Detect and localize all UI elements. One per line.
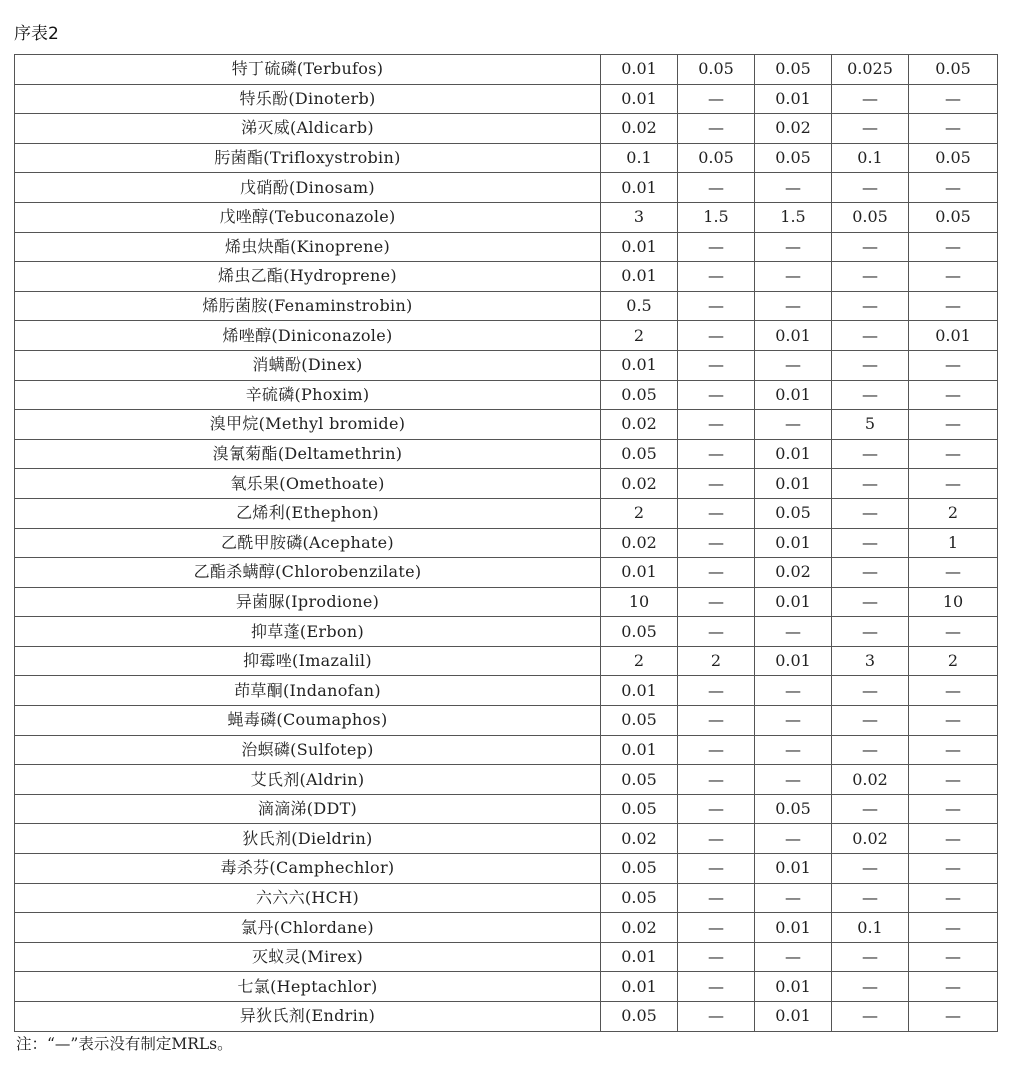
table-caption: 序表2 bbox=[14, 24, 59, 44]
mrl-value-cell: — bbox=[909, 410, 998, 440]
mrl-value-cell: 0.05 bbox=[909, 202, 998, 232]
pesticide-name-cell: 乙酰甲胺磷(Acephate) bbox=[15, 528, 601, 558]
mrl-value-cell: 0.01 bbox=[601, 262, 678, 292]
table-row bbox=[15, 291, 998, 321]
mrl-value-cell: 0.01 bbox=[601, 558, 678, 588]
mrl-value-cell: 0.01 bbox=[755, 469, 832, 499]
mrl-value-cell: — bbox=[909, 794, 998, 824]
table-row bbox=[15, 143, 998, 173]
mrl-value-cell: 0.01 bbox=[601, 232, 678, 262]
mrl-value-cell: 0.05 bbox=[755, 143, 832, 173]
table-row bbox=[15, 913, 998, 943]
table-row bbox=[15, 232, 998, 262]
table-row bbox=[15, 587, 998, 617]
mrl-value-cell: — bbox=[909, 291, 998, 321]
table-row bbox=[15, 380, 998, 410]
table-row bbox=[15, 824, 998, 854]
mrl-value-cell: — bbox=[832, 528, 909, 558]
pesticide-name-cell: 烯唑醇(Diniconazole) bbox=[15, 321, 601, 351]
table-row bbox=[15, 439, 998, 469]
mrl-value-cell: 2 bbox=[601, 321, 678, 351]
pesticide-name-cell: 肟菌酯(Trifloxystrobin) bbox=[15, 143, 601, 173]
mrl-value-cell: 0.02 bbox=[601, 410, 678, 440]
pesticide-name-cell: 治螟磷(Sulfotep) bbox=[15, 735, 601, 765]
mrl-value-cell: — bbox=[755, 262, 832, 292]
mrl-value-cell: 0.05 bbox=[601, 854, 678, 884]
mrl-value-cell: — bbox=[832, 854, 909, 884]
mrl-value-cell: 0.02 bbox=[601, 114, 678, 144]
mrl-value-cell: 0.5 bbox=[601, 291, 678, 321]
table-row bbox=[15, 410, 998, 440]
mrl-value-cell: 0.05 bbox=[601, 617, 678, 647]
table-row bbox=[15, 55, 998, 85]
table-row bbox=[15, 202, 998, 232]
table-row bbox=[15, 498, 998, 528]
mrl-value-cell: 0.05 bbox=[909, 55, 998, 85]
mrl-value-cell: — bbox=[909, 84, 998, 114]
mrl-value-cell: — bbox=[678, 410, 755, 440]
table-row bbox=[15, 1002, 998, 1032]
mrl-value-cell: 0.05 bbox=[832, 202, 909, 232]
pesticide-name-cell: 戊唑醇(Tebuconazole) bbox=[15, 202, 601, 232]
mrl-value-cell: — bbox=[678, 321, 755, 351]
mrl-value-cell: — bbox=[755, 676, 832, 706]
mrl-value-cell: — bbox=[678, 291, 755, 321]
table-row bbox=[15, 854, 998, 884]
mrl-value-cell: — bbox=[678, 854, 755, 884]
table-row bbox=[15, 676, 998, 706]
mrl-value-cell: — bbox=[678, 942, 755, 972]
mrl-value-cell: — bbox=[909, 439, 998, 469]
pesticide-name-cell: 狄氏剂(Dieldrin) bbox=[15, 824, 601, 854]
table-row bbox=[15, 706, 998, 736]
mrl-value-cell: — bbox=[678, 972, 755, 1002]
mrl-value-cell: 0.02 bbox=[601, 528, 678, 558]
table-row bbox=[15, 972, 998, 1002]
mrl-value-cell: — bbox=[832, 706, 909, 736]
pesticide-name-cell: 氧乐果(Omethoate) bbox=[15, 469, 601, 499]
mrl-value-cell: 0.05 bbox=[601, 883, 678, 913]
mrl-value-cell: 0.05 bbox=[601, 380, 678, 410]
table-row bbox=[15, 321, 998, 351]
mrl-value-cell: — bbox=[909, 883, 998, 913]
mrl-value-cell: — bbox=[832, 321, 909, 351]
mrl-value-cell: — bbox=[678, 528, 755, 558]
mrl-value-cell: — bbox=[832, 558, 909, 588]
mrl-value-cell: 1 bbox=[909, 528, 998, 558]
pesticide-name-cell: 乙酯杀螨醇(Chlorobenzilate) bbox=[15, 558, 601, 588]
mrl-value-cell: — bbox=[832, 676, 909, 706]
mrl-value-cell: 0.01 bbox=[601, 676, 678, 706]
pesticide-name-cell: 辛硫磷(Phoxim) bbox=[15, 380, 601, 410]
mrl-value-cell: 1.5 bbox=[678, 202, 755, 232]
pesticide-name-cell: 茚草酮(Indanofan) bbox=[15, 676, 601, 706]
pesticide-name-cell: 特丁硫磷(Terbufos) bbox=[15, 55, 601, 85]
mrl-value-cell: 0.02 bbox=[755, 558, 832, 588]
table-row bbox=[15, 794, 998, 824]
table-row bbox=[15, 173, 998, 203]
mrl-value-cell: 0.02 bbox=[601, 824, 678, 854]
mrl-value-cell: — bbox=[755, 617, 832, 647]
mrl-value-cell: — bbox=[755, 232, 832, 262]
mrl-value-cell: — bbox=[678, 587, 755, 617]
mrl-value-cell: — bbox=[755, 735, 832, 765]
pesticide-name-cell: 戊硝酚(Dinosam) bbox=[15, 173, 601, 203]
mrl-value-cell: — bbox=[909, 1002, 998, 1032]
mrl-value-cell: 0.05 bbox=[755, 498, 832, 528]
mrl-value-cell: 0.01 bbox=[601, 84, 678, 114]
mrl-value-cell: — bbox=[755, 350, 832, 380]
mrl-value-cell: — bbox=[832, 350, 909, 380]
pesticide-name-cell: 氯丹(Chlordane) bbox=[15, 913, 601, 943]
mrl-value-cell: 0.01 bbox=[755, 321, 832, 351]
table-row bbox=[15, 765, 998, 795]
mrl-value-cell: — bbox=[678, 469, 755, 499]
mrl-value-cell: — bbox=[678, 706, 755, 736]
mrl-value-cell: — bbox=[909, 913, 998, 943]
mrl-value-cell: 0.01 bbox=[755, 528, 832, 558]
pesticide-name-cell: 烯虫乙酯(Hydroprene) bbox=[15, 262, 601, 292]
table-row bbox=[15, 883, 998, 913]
mrl-value-cell: 0.05 bbox=[909, 143, 998, 173]
mrl-value-cell: — bbox=[678, 824, 755, 854]
mrl-value-cell: 0.01 bbox=[601, 972, 678, 1002]
table-body bbox=[15, 55, 998, 1032]
mrl-value-cell: — bbox=[909, 735, 998, 765]
mrl-value-cell: — bbox=[909, 617, 998, 647]
mrl-value-cell: — bbox=[832, 587, 909, 617]
mrl-value-cell: — bbox=[755, 173, 832, 203]
mrl-value-cell: 0.01 bbox=[755, 1002, 832, 1032]
mrl-value-cell: — bbox=[832, 232, 909, 262]
mrl-value-cell: — bbox=[678, 232, 755, 262]
pesticide-name-cell: 抑草蓬(Erbon) bbox=[15, 617, 601, 647]
mrl-value-cell: — bbox=[755, 765, 832, 795]
mrl-value-cell: 3 bbox=[832, 646, 909, 676]
mrl-value-cell: — bbox=[909, 380, 998, 410]
pesticide-name-cell: 烯肟菌胺(Fenaminstrobin) bbox=[15, 291, 601, 321]
table-row bbox=[15, 617, 998, 647]
pesticide-name-cell: 蝇毒磷(Coumaphos) bbox=[15, 706, 601, 736]
mrl-value-cell: 0.02 bbox=[601, 913, 678, 943]
mrl-value-cell: 0.1 bbox=[832, 143, 909, 173]
pesticide-name-cell: 异菌脲(Iprodione) bbox=[15, 587, 601, 617]
mrl-value-cell: 5 bbox=[832, 410, 909, 440]
mrl-value-cell: — bbox=[909, 350, 998, 380]
table-row bbox=[15, 84, 998, 114]
mrl-value-cell: — bbox=[755, 410, 832, 440]
mrl-value-cell: — bbox=[832, 972, 909, 1002]
table-row bbox=[15, 469, 998, 499]
mrl-value-cell: 0.05 bbox=[601, 1002, 678, 1032]
mrl-value-cell: 0.01 bbox=[601, 735, 678, 765]
mrl-value-cell: 0.05 bbox=[601, 765, 678, 795]
mrl-value-cell: — bbox=[678, 765, 755, 795]
mrl-value-cell: — bbox=[678, 735, 755, 765]
mrl-value-cell: — bbox=[832, 291, 909, 321]
mrl-value-cell: 10 bbox=[601, 587, 678, 617]
table-row bbox=[15, 114, 998, 144]
mrl-value-cell: 10 bbox=[909, 587, 998, 617]
mrl-value-cell: 2 bbox=[909, 498, 998, 528]
mrl-value-cell: — bbox=[909, 824, 998, 854]
mrl-value-cell: — bbox=[678, 84, 755, 114]
mrl-value-cell: — bbox=[909, 469, 998, 499]
pesticide-name-cell: 溴氰菊酯(Deltamethrin) bbox=[15, 439, 601, 469]
mrl-value-cell: 0.02 bbox=[755, 114, 832, 144]
mrl-value-cell: 0.01 bbox=[755, 587, 832, 617]
pesticide-name-cell: 烯虫炔酯(Kinoprene) bbox=[15, 232, 601, 262]
mrl-value-cell: — bbox=[678, 913, 755, 943]
mrl-value-cell: — bbox=[678, 794, 755, 824]
mrl-value-cell: 0.025 bbox=[832, 55, 909, 85]
mrl-value-cell: — bbox=[832, 173, 909, 203]
mrl-value-cell: — bbox=[678, 617, 755, 647]
mrl-value-cell: — bbox=[678, 262, 755, 292]
table-row bbox=[15, 528, 998, 558]
mrl-value-cell: — bbox=[909, 676, 998, 706]
table-row bbox=[15, 646, 998, 676]
mrl-value-cell: — bbox=[909, 854, 998, 884]
pesticide-name-cell: 异狄氏剂(Endrin) bbox=[15, 1002, 601, 1032]
mrl-value-cell: — bbox=[832, 942, 909, 972]
mrl-value-cell: 0.01 bbox=[601, 350, 678, 380]
mrl-value-cell: 0.01 bbox=[755, 439, 832, 469]
mrl-value-cell: 0.05 bbox=[678, 143, 755, 173]
pesticide-name-cell: 涕灭威(Aldicarb) bbox=[15, 114, 601, 144]
mrl-value-cell: — bbox=[678, 173, 755, 203]
mrl-value-cell: — bbox=[832, 84, 909, 114]
pesticide-name-cell: 七氯(Heptachlor) bbox=[15, 972, 601, 1002]
mrl-value-cell: — bbox=[909, 706, 998, 736]
mrl-value-cell: 0.01 bbox=[909, 321, 998, 351]
pesticide-name-cell: 消螨酚(Dinex) bbox=[15, 350, 601, 380]
mrl-table bbox=[14, 54, 998, 1032]
mrl-value-cell: — bbox=[678, 380, 755, 410]
table-row bbox=[15, 558, 998, 588]
mrl-value-cell: 1.5 bbox=[755, 202, 832, 232]
mrl-value-cell: 2 bbox=[909, 646, 998, 676]
mrl-value-cell: — bbox=[909, 262, 998, 292]
table-footnote: 注：“—”表示没有制定MRLs。 bbox=[16, 1035, 233, 1053]
mrl-value-cell: 0.05 bbox=[755, 794, 832, 824]
pesticide-name-cell: 滴滴涕(DDT) bbox=[15, 794, 601, 824]
pesticide-name-cell: 抑霉唑(Imazalil) bbox=[15, 646, 601, 676]
mrl-value-cell: — bbox=[832, 617, 909, 647]
mrl-value-cell: — bbox=[832, 794, 909, 824]
mrl-value-cell: — bbox=[832, 735, 909, 765]
mrl-value-cell: 0.01 bbox=[755, 380, 832, 410]
mrl-value-cell: 0.01 bbox=[755, 84, 832, 114]
mrl-value-cell: — bbox=[909, 173, 998, 203]
mrl-value-cell: 0.01 bbox=[601, 173, 678, 203]
mrl-value-cell: — bbox=[678, 350, 755, 380]
mrl-value-cell: — bbox=[678, 676, 755, 706]
mrl-value-cell: 0.01 bbox=[755, 913, 832, 943]
pesticide-name-cell: 溴甲烷(Methyl bromide) bbox=[15, 410, 601, 440]
mrl-value-cell: — bbox=[832, 469, 909, 499]
mrl-value-cell: — bbox=[832, 439, 909, 469]
mrl-value-cell: 0.01 bbox=[755, 854, 832, 884]
mrl-value-cell: 0.05 bbox=[601, 706, 678, 736]
mrl-value-cell: — bbox=[832, 114, 909, 144]
table-row bbox=[15, 262, 998, 292]
pesticide-name-cell: 乙烯利(Ethephon) bbox=[15, 498, 601, 528]
mrl-value-cell: — bbox=[678, 498, 755, 528]
mrl-value-cell: — bbox=[909, 232, 998, 262]
mrl-value-cell: — bbox=[755, 942, 832, 972]
mrl-value-cell: 2 bbox=[601, 498, 678, 528]
table-row bbox=[15, 350, 998, 380]
mrl-value-cell: — bbox=[678, 1002, 755, 1032]
pesticide-name-cell: 毒杀芬(Camphechlor) bbox=[15, 854, 601, 884]
table-row bbox=[15, 735, 998, 765]
mrl-value-cell: 3 bbox=[601, 202, 678, 232]
mrl-value-cell: 0.01 bbox=[601, 55, 678, 85]
table-row bbox=[15, 942, 998, 972]
mrl-value-cell: 0.05 bbox=[601, 439, 678, 469]
mrl-value-cell: — bbox=[832, 380, 909, 410]
pesticide-name-cell: 灭蚁灵(Mirex) bbox=[15, 942, 601, 972]
mrl-value-cell: — bbox=[678, 114, 755, 144]
mrl-value-cell: 0.05 bbox=[678, 55, 755, 85]
mrl-value-cell: — bbox=[832, 1002, 909, 1032]
mrl-value-cell: — bbox=[678, 558, 755, 588]
pesticide-name-cell: 六六六(HCH) bbox=[15, 883, 601, 913]
mrl-value-cell: 0.01 bbox=[755, 972, 832, 1002]
mrl-value-cell: — bbox=[678, 439, 755, 469]
mrl-value-cell: 0.05 bbox=[755, 55, 832, 85]
mrl-value-cell: 0.02 bbox=[832, 824, 909, 854]
mrl-value-cell: — bbox=[909, 972, 998, 1002]
mrl-value-cell: — bbox=[755, 706, 832, 736]
mrl-value-cell: — bbox=[832, 262, 909, 292]
mrl-value-cell: — bbox=[832, 883, 909, 913]
mrl-value-cell: — bbox=[755, 291, 832, 321]
mrl-value-cell: 0.01 bbox=[755, 646, 832, 676]
mrl-value-cell: 0.1 bbox=[832, 913, 909, 943]
mrl-value-cell: — bbox=[755, 883, 832, 913]
mrl-value-cell: 0.1 bbox=[601, 143, 678, 173]
mrl-value-cell: — bbox=[832, 498, 909, 528]
mrl-value-cell: — bbox=[909, 558, 998, 588]
pesticide-name-cell: 特乐酚(Dinoterb) bbox=[15, 84, 601, 114]
mrl-value-cell: — bbox=[678, 883, 755, 913]
mrl-value-cell: 0.01 bbox=[601, 942, 678, 972]
mrl-value-cell: — bbox=[909, 765, 998, 795]
mrl-value-cell: — bbox=[909, 942, 998, 972]
pesticide-name-cell: 艾氏剂(Aldrin) bbox=[15, 765, 601, 795]
mrl-value-cell: — bbox=[755, 824, 832, 854]
mrl-value-cell: 2 bbox=[601, 646, 678, 676]
mrl-value-cell: 0.02 bbox=[832, 765, 909, 795]
mrl-value-cell: 0.02 bbox=[601, 469, 678, 499]
mrl-value-cell: 2 bbox=[678, 646, 755, 676]
mrl-value-cell: — bbox=[909, 114, 998, 144]
mrl-value-cell: 0.05 bbox=[601, 794, 678, 824]
